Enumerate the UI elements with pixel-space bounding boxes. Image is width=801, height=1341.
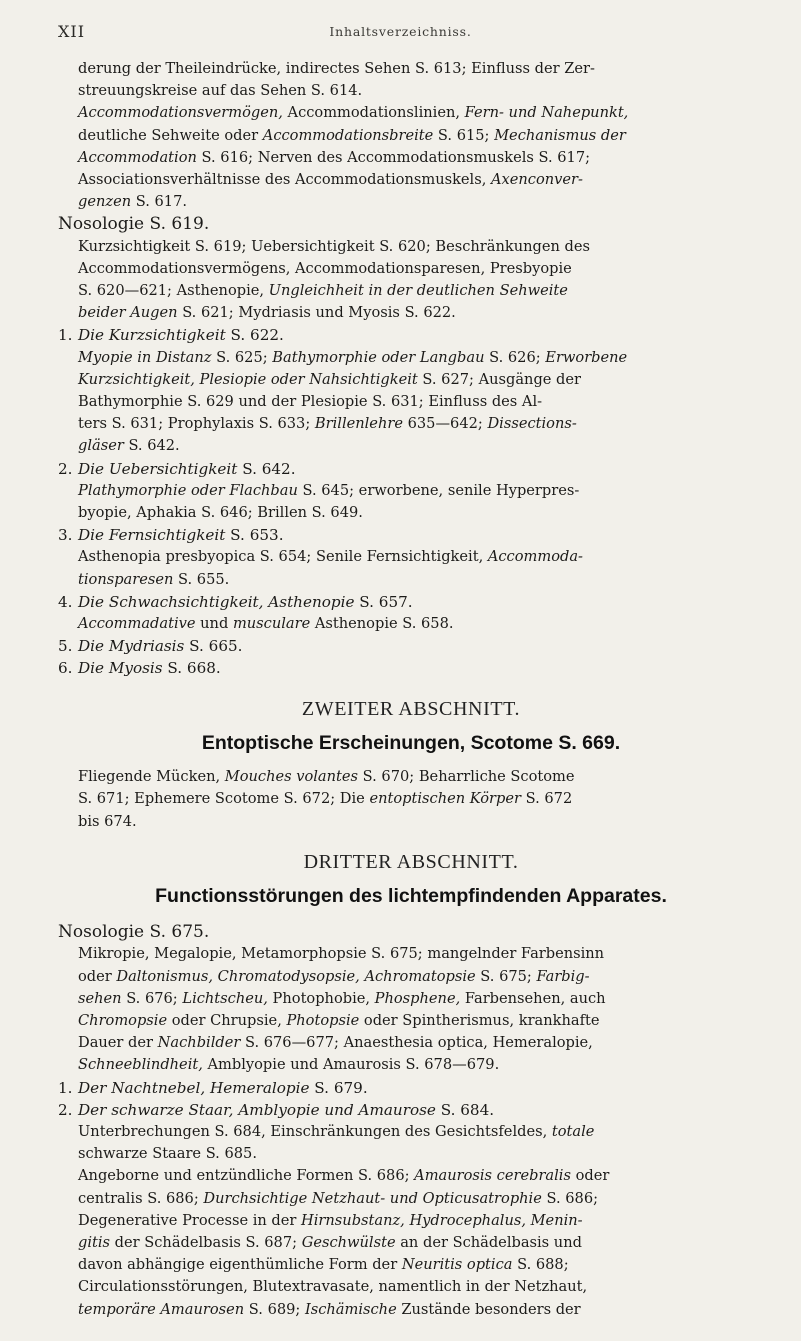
toc-line: derung der Theileindrücke, indirectes Sehen S. 613; Einfluss der Zer- [78,60,595,77]
page-number: XII [58,22,86,41]
toc-line: sehen S. 676; Lichtscheu, Photophobie, Phosphene, Farbensehen, auch [78,989,606,1007]
section-title: ZWEITER ABSCHNITT. [301,697,521,720]
toc-line: Degenerative Processe in der Hirnsubstanz, Hydrocephalus, Menin- [78,1211,583,1229]
toc-item-heading: 5. Die Mydriasis S. 665. [58,637,243,656]
toc-line: Fliegende Mücken, Mouches volantes S. 670; Beharrliche Scotome [78,768,575,786]
toc-line: deutliche Sehweite oder Accommodationsbreite S. 615; Mechanismus der [78,126,626,144]
toc-line: beider Augen S. 621; Mydriasis und Myosis S. 622. [78,304,456,322]
toc-line: Schneeblindheit, Amblyopie und Amaurosis S. 678—679. [78,1056,500,1074]
toc-item-heading: 3. Die Fernsichtigkeit S. 653. [58,526,284,545]
toc-line: S. 671; Ephemere Scotome S. 672; Die entoptischen Körper S. 672 [78,790,573,808]
nosologie-heading: Nosologie S. 619. [58,214,210,235]
toc-line: oder Daltonismus, Chromatodysopsie, Achromatopsie S. 675; Farbig- [78,967,590,985]
toc-line: Accommodationsvermögen, Accommodationslinien, Fern- und Nahepunkt, [78,104,629,122]
toc-line: Unterbrechungen S. 684, Einschränkungen des Gesichtsfeldes, totale [78,1122,595,1140]
toc-line: tionsparesen S. 655. [78,570,230,588]
toc-item-heading: 1. Die Kurzsichtigkeit S. 622. [58,326,284,345]
toc-line: schwarze Staare S. 685. [78,1145,257,1163]
toc-line: Angeborne und entzündliche Formen S. 686; Amaurosis cerebralis oder [78,1167,610,1185]
toc-line: davon abhängige eigenthümliche Form der Neuritis optica S. 688; [78,1256,569,1274]
toc-line: Plathymorphie oder Flachbau S. 645; erworbene, senile Hyperpres- [78,481,580,499]
toc-line: Kurzsichtigkeit S. 619; Uebersichtigkeit S. 620; Beschränkungen des [78,237,590,255]
toc-line: Dauer der Nachbilder S. 676—677; Anaesthesia optica, Hemeralopie, [78,1034,593,1052]
toc-line: Myopie in Distanz S. 625; Bathymorphie oder Langbau S. 626; Erworbene [78,348,628,366]
toc-line: Accommodationsvermögens, Accommodationsparesen, Presbyopie [78,259,572,277]
toc-item-heading: 1. Der Nachtnebel, Hemeralopie S. 679. [58,1078,368,1097]
toc-line: centralis S. 686; Durchsichtige Netzhaut- und Opticusatrophie S. 686; [78,1189,599,1207]
toc-line: ters S. 631; Prophylaxis S. 633; Brillenlehre 635—642; Dissections- [78,415,577,433]
toc-line: gläser S. 642. [78,437,180,455]
toc-line: Circulationsstörungen, Blutextravasate, namentlich in der Netzhaut, [78,1278,588,1296]
toc-body [58,58,764,1321]
section-subtitle: Functionsstörungen des lichtempfindenden Apparates. [155,884,667,907]
section-subtitle: Entoptische Erscheinungen, Scotome S. 669. [201,731,621,754]
toc-line: Bathymorphie S. 629 und der Plesiopie S. 631; Einfluss des Al- [78,393,543,411]
section-title: DRITTER ABSCHNITT. [303,850,519,873]
page-header [0,22,801,44]
toc-line: Associationsverhältnisse des Accommodationsmuskels, Axenconver- [78,171,583,189]
toc-item-heading: 2. Die Uebersichtigkeit S. 642. [58,459,296,478]
toc-line: byopie, Aphakia S. 646; Brillen S. 649. [78,504,363,522]
running-title: Inhaltsverzeichniss. [329,24,472,39]
toc-line: Asthenopia presbyopica S. 654; Senile Fernsichtigkeit, Accommoda- [78,548,583,566]
toc-line: S. 620—621; Asthenopie, Ungleichheit in der deutlichen Sehweite [78,282,568,300]
toc-line: genzen S. 617. [78,193,187,211]
toc-line: Accommodation S. 616; Nerven des Accommodationsmuskels S. 617; [78,148,591,166]
toc-line: temporäre Amaurosen S. 689; Ischämische Zustände besonders der [78,1300,581,1318]
toc-line: bis 674. [78,812,137,830]
toc-line: Mikropie, Megalopie, Metamorphopsie S. 675; mangelnder Farbensinn [78,945,605,963]
toc-line: streuungskreise auf das Sehen S. 614. [78,82,363,100]
nosologie-heading: Nosologie S. 675. [58,922,210,943]
toc-item-heading: 6. Die Myosis S. 668. [58,659,221,678]
toc-line: Kurzsichtigkeit, Plesiopie oder Nahsichtigkeit S. 627; Ausgänge der [78,370,582,388]
toc-line: Chromopsie oder Chrupsie, Photopsie oder Spintherismus, krankhafte [78,1011,600,1029]
toc-line: Accommadative und musculare Asthenopie S. 658. [78,615,454,633]
toc-item-heading: 4. Die Schwachsichtigkeit, Asthenopie S. 657. [58,592,413,611]
toc-item-heading: 2. Der schwarze Staar, Amblyopie und Amaurose S. 684. [58,1100,495,1119]
toc-line: gitis der Schädelbasis S. 687; Geschwülste an der Schädelbasis und [78,1233,582,1251]
